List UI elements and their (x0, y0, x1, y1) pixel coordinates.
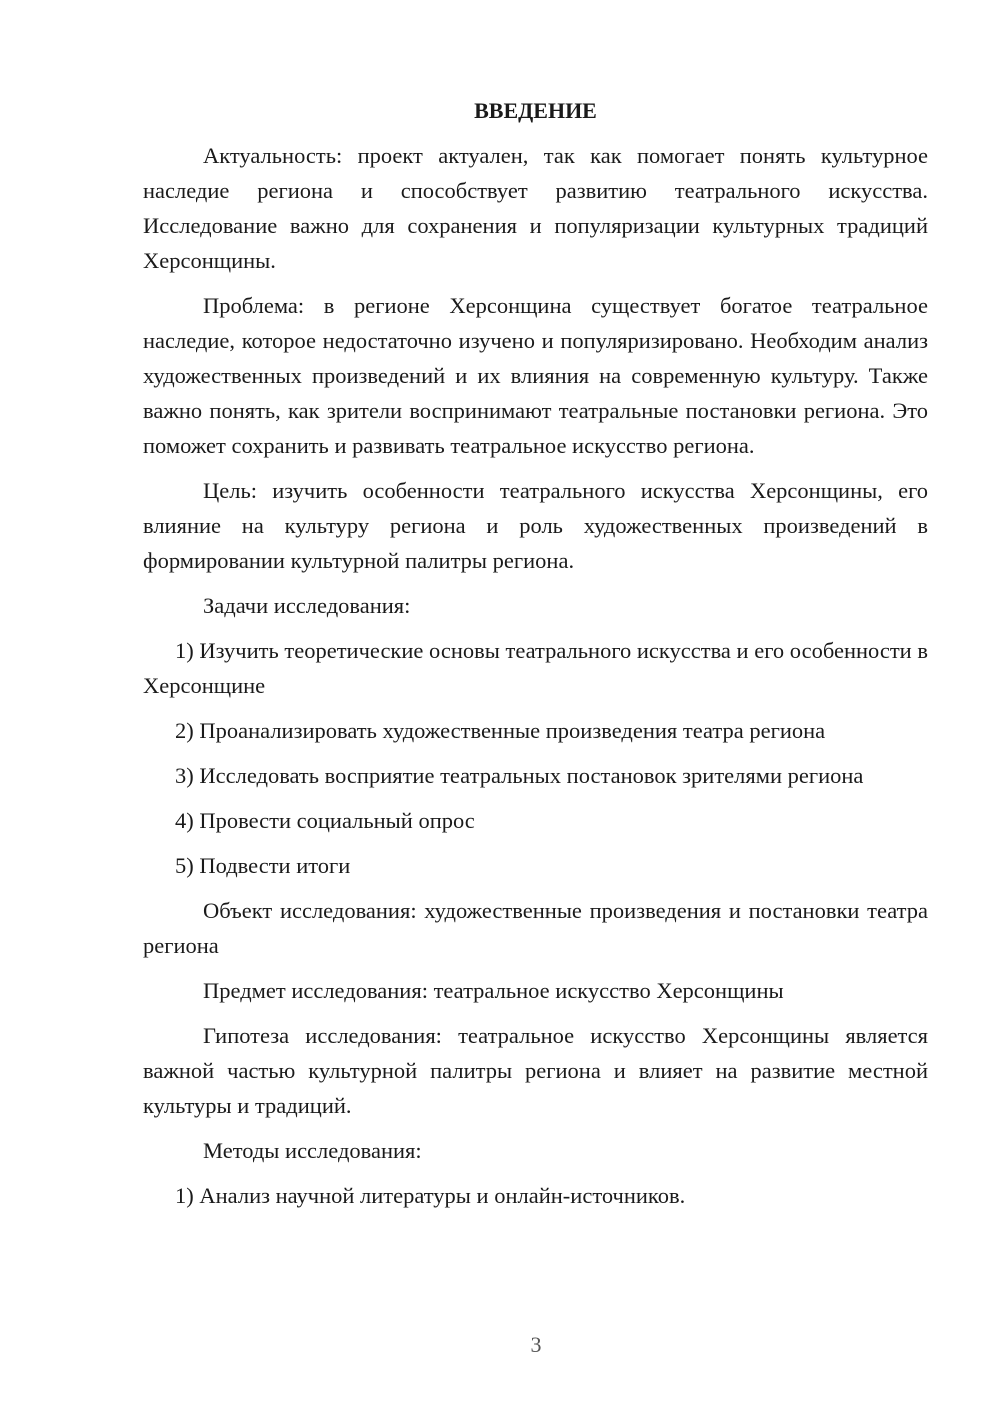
page-number: 3 (530, 1332, 542, 1357)
task-item-4: 4) Провести социальный опрос (175, 808, 475, 833)
methods-heading: Методы исследования: (203, 1138, 422, 1163)
relevance-paragraph: Актуальность: проект актуален, так как помогает понять культурное наследие региона и способствует развитию театрального искусства. Исследование важно для сохранения и популяризации культурных традиций Херсонщины. (143, 143, 928, 273)
task-item-5: 5) Подвести итоги (175, 853, 351, 878)
task-item-1: 1) Изучить теоретические основы театрального искусства и его особенности в Херсонщине (143, 638, 928, 698)
tasks-heading: Задачи исследования: (203, 593, 411, 618)
object-paragraph: Объект исследования: художественные произведения и постановки театра региона (143, 898, 928, 958)
problem-paragraph: Проблема: в регионе Херсонщина существует богатое театральное наследие, которое недостаточно изучено и популяризировано. Необходим анализ художественных произведений и их влияния на современную культуру. Также важно понять, как зрители воспринимают театральные постановки региона. Это поможет сохранить и развивать театральное искусство региона. (143, 293, 928, 458)
method-item-1: 1) Анализ научной литературы и онлайн-источников. (175, 1183, 686, 1208)
goal-paragraph: Цель: изучить особенности театрального искусства Херсонщины, его влияние на культуру региона и роль художественных произведений в формировании культурной палитры региона. (143, 478, 928, 573)
page-content (143, 93, 928, 1223)
hypothesis-paragraph: Гипотеза исследования: театральное искусство Херсонщины является важной частью культурной палитры региона и влияет на развитие местной культуры и традиций. (143, 1023, 928, 1118)
subject-paragraph: Предмет исследования: театральное искусство Херсонщины (203, 978, 784, 1003)
task-item-2: 2) Проанализировать художественные произведения театра региона (175, 718, 826, 743)
task-item-3: 3) Исследовать восприятие театральных постановок зрителями региона (175, 763, 864, 788)
section-title: ВВЕДЕНИЕ (474, 98, 597, 123)
